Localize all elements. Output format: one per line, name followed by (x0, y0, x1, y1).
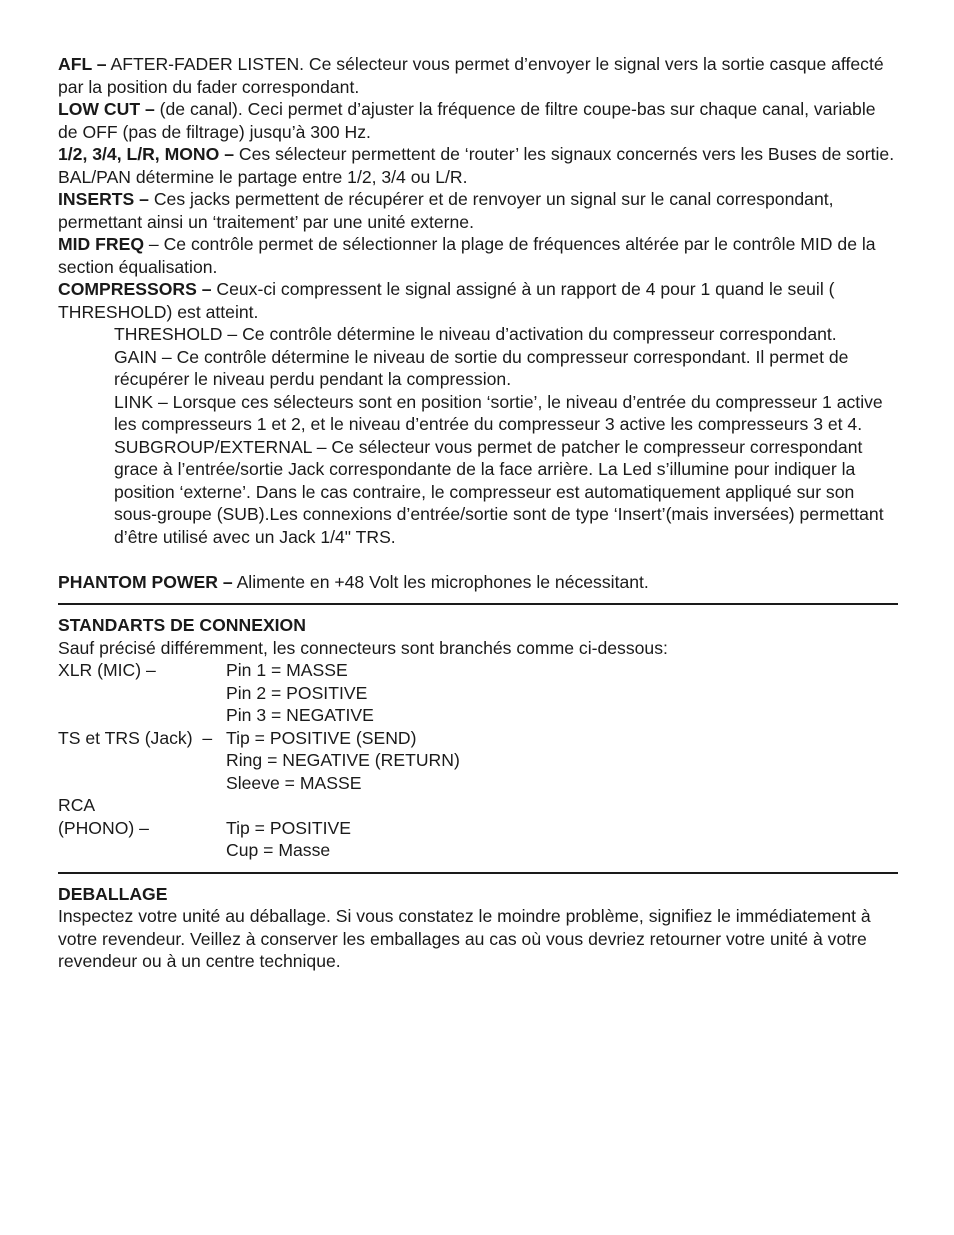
compressor-gain: GAIN – Ce contrôle détermine le niveau de sortie du compresseur correspondant. Il permet de récupérer le niveau perdu pendant la compression. (114, 346, 849, 389)
connector-value: Tip = POSITIVE (226, 817, 351, 838)
section-divider (58, 603, 898, 605)
def-routing (58, 143, 898, 188)
def-term: LOW CUT – (58, 99, 155, 119)
standards-intro: Sauf précisé différemment, les connecteurs sont branchés comme ci-dessous: (58, 637, 668, 658)
connector-row (58, 682, 898, 705)
unpacking-text: Inspectez votre unité au déballage. Si vous constatez le moindre problème, signifiez le immédiatement à votre revendeur. Veillez à conserver les emballages au cas où vous devriez retourner votre unité à votre revendeur ou à un centre technique. (58, 906, 871, 971)
compressor-subgroup-external: SUBGROUP/EXTERNAL – Ce sélecteur vous permet de patcher le compresseur correspondant grace à l’entrée/sortie Jack correspondante de la face arrière. La Led s’illumine pour indiquer la position ‘externe’. Dans le cas contraire, le compresseur est automatiquement appliqué sur son sous-groupe (SUB).Les connexions d’entrée/sortie sont de type ‘Insert’(mais inversées) permettant d’être utilisé avec un Jack 1/4" TRS. (114, 436, 884, 547)
connector-label (58, 772, 226, 795)
connector-row (58, 839, 898, 862)
connector-label (58, 704, 226, 727)
def-text: AFTER-FADER LISTEN. Ce sélecteur vous permet d’envoyer le signal vers la sortie casque affecté par la position du fader correspondant. (58, 54, 884, 97)
def-term: PHANTOM POWER – (58, 571, 233, 592)
connector-label: XLR (MIC) – (58, 660, 156, 680)
connector-value: Pin 3 = NEGATIVE (226, 705, 374, 725)
def-text: Alimente en +48 Volt les microphones le nécessitant. (232, 571, 649, 592)
document-page (58, 53, 898, 973)
connector-row (58, 727, 898, 750)
connector-label: TS et TRS (Jack) – (58, 727, 213, 748)
def-phantom-power (58, 571, 898, 594)
def-term: MID FREQ (58, 234, 145, 254)
unpacking-heading: DEBALLAGE (58, 883, 168, 904)
connector-row (58, 817, 898, 840)
connector-row (58, 794, 898, 817)
connector-label (58, 839, 226, 862)
def-term: 1/2, 3/4, L/R, MONO – (58, 144, 234, 164)
connector-table (58, 659, 898, 862)
compressor-threshold: THRESHOLD – Ce contrôle détermine le niveau d’activation du compresseur correspondant. (114, 324, 837, 344)
connector-row (58, 772, 898, 795)
connector-label: (PHONO) – (58, 817, 149, 838)
def-term: AFL – (58, 54, 107, 74)
compressor-link: LINK – Lorsque ces sélecteurs sont en position ‘sortie’, le niveau d’entrée du compresseur 1 active les compresseurs 1 et 2, et le niveau d’entrée du compresseur 3 active les compresseurs 3 et 4. (114, 391, 883, 434)
def-text: (de canal). Ceci permet d’ajuster la fréquence de filtre coupe-bas sur chaque canal, variable de OFF (pas de filtrage) jusqu’à 300 Hz. (58, 99, 876, 142)
def-low-cut (58, 98, 898, 143)
def-afl (58, 53, 898, 98)
connector-value: Cup = Masse (226, 840, 331, 860)
standards-heading: STANDARTS DE CONNEXION (58, 615, 306, 635)
def-compressors (58, 278, 898, 323)
connector-value: Ring = NEGATIVE (RETURN) (226, 750, 460, 770)
spacer (58, 548, 898, 571)
def-text: Ceux-ci compressent le signal assigné à un rapport de 4 pour 1 quand le seuil ( THRESHOLD) est atteint. (58, 279, 835, 322)
connector-label: RCA (58, 795, 96, 815)
section-divider (58, 872, 898, 874)
connector-value: Sleeve = MASSE (226, 772, 362, 793)
connector-row (58, 704, 898, 727)
connector-value: Tip = POSITIVE (SEND) (226, 727, 417, 748)
def-text: Ces sélecteur permettent de ‘router’ les signaux concernés vers les Buses de sortie. BAL/PAN détermine le partage entre 1/2, 3/4 ou L/R. (58, 144, 895, 187)
def-inserts (58, 188, 898, 233)
connector-value: Pin 2 = POSITIVE (226, 682, 368, 703)
connector-row (58, 749, 898, 772)
connector-row (58, 659, 898, 682)
connector-label (58, 682, 226, 705)
def-term: COMPRESSORS – (58, 279, 212, 299)
def-term: INSERTS – (58, 189, 149, 209)
connector-value: Pin 1 = MASSE (226, 660, 348, 680)
connector-label (58, 749, 226, 772)
def-text: – Ce contrôle permet de sélectionner la plage de fréquences altérée par le contrôle MID de la section équalisation. (58, 234, 876, 277)
def-mid-freq (58, 233, 898, 278)
def-text: Ces jacks permettent de récupérer et de renvoyer un signal sur le canal correspondant, permettant ainsi un ‘traitement’ par une unité externe. (58, 189, 834, 232)
